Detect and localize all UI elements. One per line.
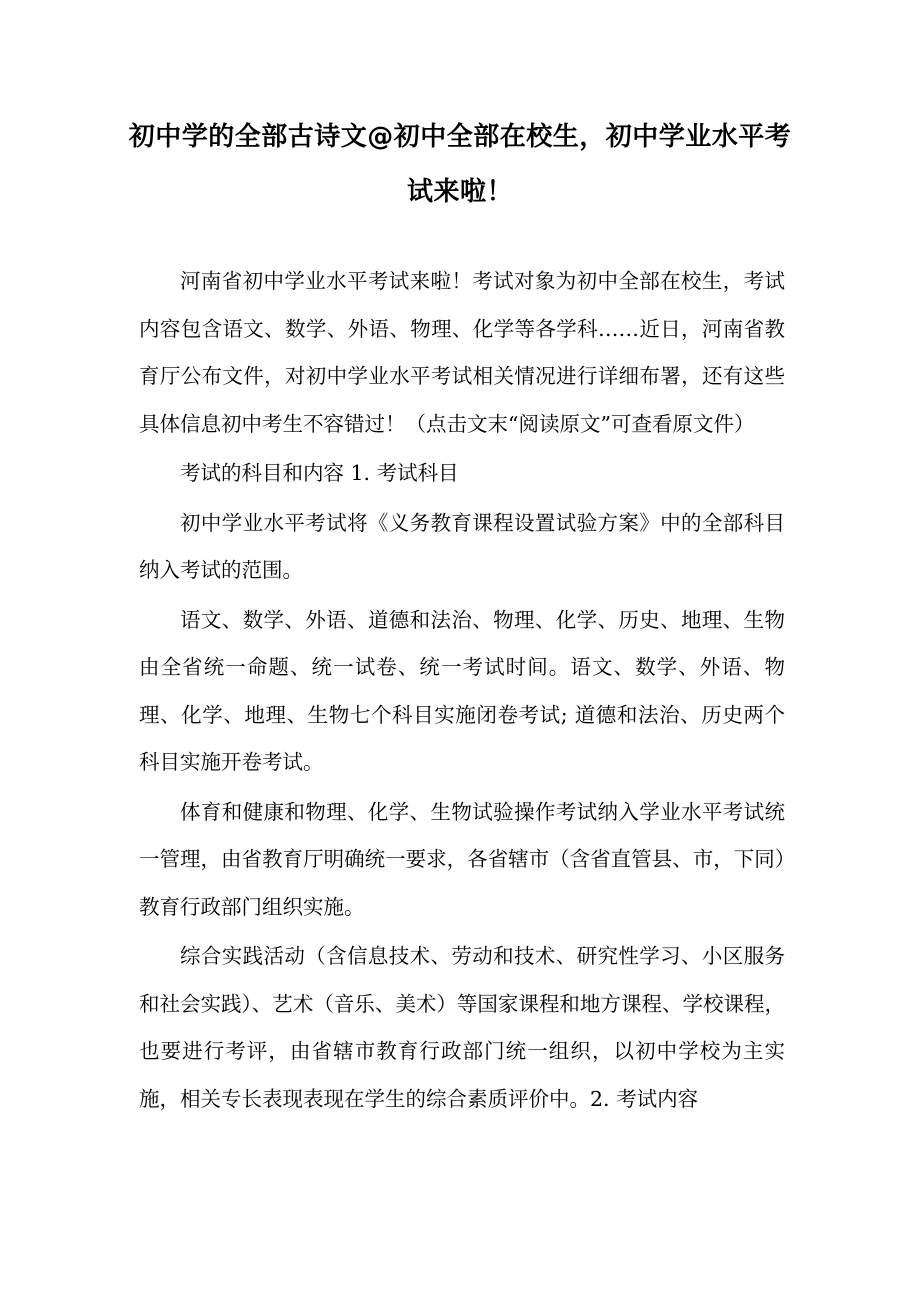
paragraph-practice-activities: 综合实践活动（含信息技术、劳动和技术、研究性学习、小区服务和社会实践）、艺术（音乐、美术）等国家课程和地方课程、学校课程，也要进行考评，由省辖市教育行政部门统一组织，以初中学校为主实施，相关专长表现表现在学生的综合素质评价中。2. 考试内容 [139,944,785,1111]
document-body [139,258,785,1125]
paragraph-pe-lab: 体育和健康和物理、化学、生物试验操作考试纳入学业水平考试统一管理，由省教育厅明确统一要求，各省辖市（含省直管县、市，下同）教育行政部门组织实施。 [139,799,785,919]
paragraph-section-heading: 考试的科目和内容 1. 考试科目 [180,461,459,485]
document-title: 初中学的全部古诗文@初中全部在校生，初中学业水平考试来啦！ [128,122,792,207]
paragraph-intro: 河南省初中学业水平考试来啦！考试对象为初中全部在校生，考试内容包含语文、数学、外语、物理、化学等各学科……近日，河南省教育厅公布文件，对初中学业水平考试相关情况进行详细布署，还有这些具体信息初中考生不容错过！（点击文末“阅读原文”可查看原文件） [139,269,785,436]
paragraph-unified-exam: 语文、数学、外语、道德和法治、物理、化学、历史、地理、生物由全省统一命题、统一试卷、统一考试时间。语文、数学、外语、物理、化学、地理、生物七个科目实施闭卷考试; 道德和法治、历史两个科目实施开卷考试。 [139,607,785,774]
paragraph-scope: 初中学业水平考试将《义务教育课程设置试验方案》中的全部科目纳入考试的范围。 [139,510,785,582]
